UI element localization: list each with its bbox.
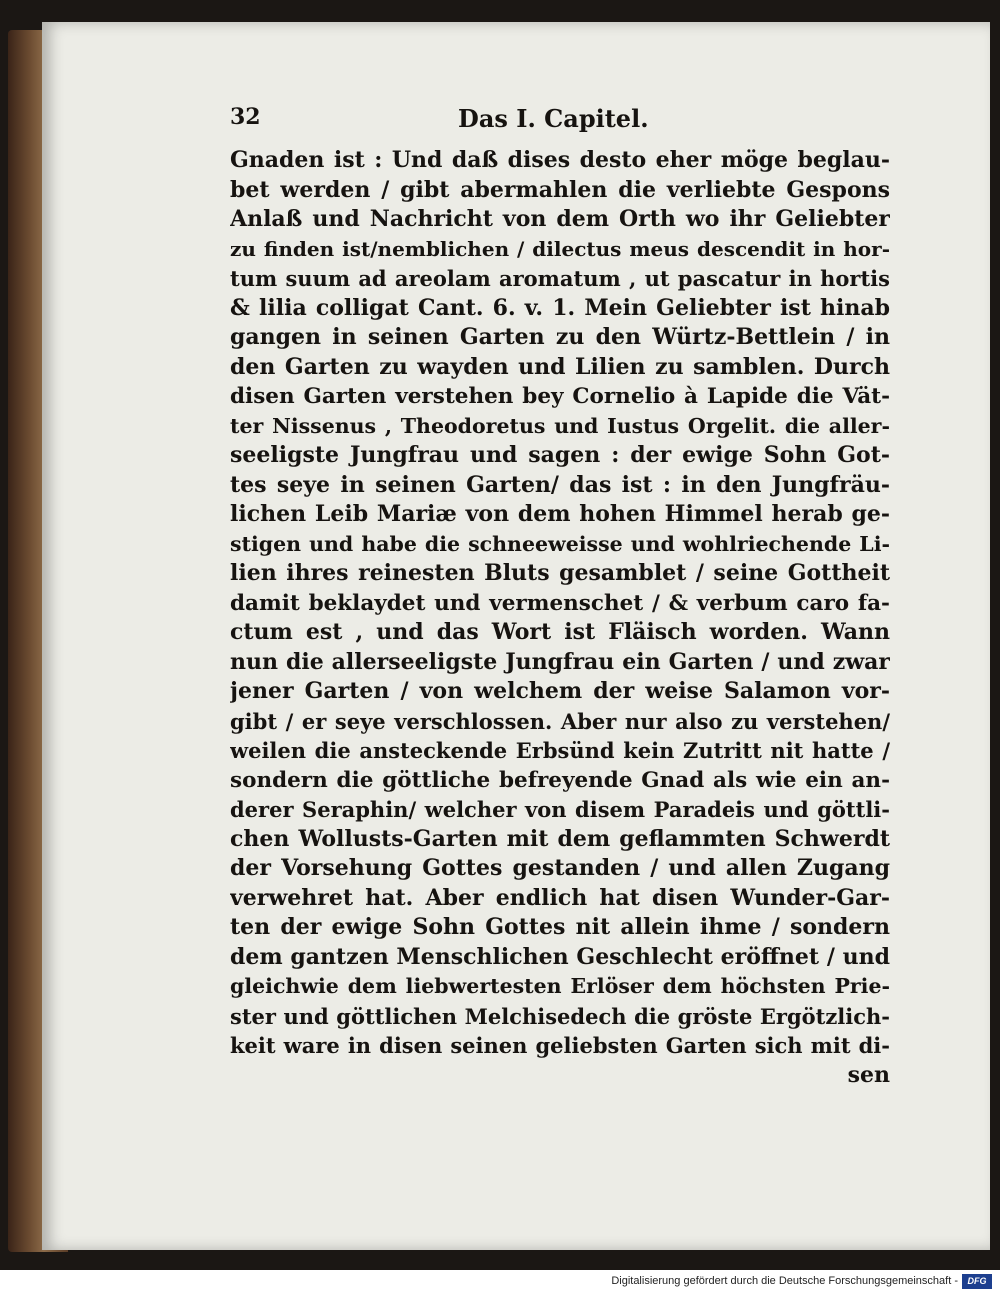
text-line: chen Wollusts-Garten mit dem geflammten Schwerdt (230, 825, 890, 852)
text-line: ctum est , und das Wort ist Fläisch worden. Wann (230, 619, 890, 645)
text-line: keit ware in disen seinen geliebsten Garten sich mit di- (230, 1033, 890, 1058)
text-line: stigen und habe die schneeweisse und wohlriechende Li- (230, 531, 890, 556)
text-line: ster und göttlichen Melchisedech die gröste Ergötzlich- (230, 1003, 890, 1029)
running-title: Das I. Capitel. (458, 104, 649, 133)
text-line: gibt / er seye verschlossen. Aber nur also zu verstehen/ (230, 708, 890, 734)
page-header (230, 104, 890, 140)
text-line: & lilia colligat Cant. 6. v. 1. Mein Geliebter ist hinab (230, 294, 890, 321)
text-line: dem gantzen Menschlichen Geschlecht eröffnet / und (230, 943, 890, 970)
text-line: gangen in seinen Garten zu den Würtz-Bettlein / in (230, 324, 890, 350)
text-line: sen (847, 1061, 890, 1088)
text-line: zu finden ist/nemblichen / dilectus meus descendit in hor- (230, 236, 890, 261)
text-line: Gnaden ist : Und daß dises desto eher möge beglau- (230, 147, 890, 173)
dfg-logo-icon: DFG (962, 1274, 992, 1289)
text-line: sondern die göttliche befreyende Gnad als wie ein an- (230, 767, 890, 793)
text-line: bet werden / gibt abermahlen die verliebte Gespons (230, 176, 890, 203)
text-line: seeligste Jungfrau und sagen : der ewige Sohn Got- (230, 442, 890, 468)
text-line: ter Nissenus , Theodoretus und Iustus Orgelit. die aller- (230, 413, 890, 438)
text-line: disen Garten verstehen bey Cornelio à Lapide die Vät- (230, 384, 890, 409)
text-line: lien ihres reinesten Bluts gesamblet / seine Gottheit (230, 560, 890, 586)
text-line: lichen Leib Mariæ von dem hohen Himmel herab ge- (230, 501, 890, 527)
text-line: nun die allerseeligste Jungfrau ein Garten / und zwar (230, 648, 890, 675)
page-number: 32 (230, 104, 261, 130)
text-line: den Garten zu wayden und Lilien zu samblen. Durch (230, 353, 890, 380)
text-line: Anlaß und Nachricht von dem Orth wo ihr Geliebter (230, 206, 890, 232)
text-line: weilen die ansteckende Erbsünd kein Zutritt nit hatte / (230, 738, 890, 763)
text-line: gleichwie dem liebwertesten Erlöser dem höchsten Prie- (230, 974, 890, 998)
text-line: tes seye in seinen Garten/ das ist : in den Jungfräu- (230, 471, 890, 498)
text-line: verwehret hat. Aber endlich hat disen Wunder-Gar- (230, 884, 890, 911)
footer-bar (0, 1270, 1000, 1294)
text-line: jener Garten / von welchem der weise Salamon vor- (230, 678, 890, 704)
text-line: ten der ewige Sohn Gottes nit allein ihme / sondern (230, 914, 890, 940)
text-line: der Vorsehung Gottes gestanden / und allen Zugang (230, 855, 890, 881)
text-line: derer Seraphin/ welcher von disem Paradeis und göttli- (230, 797, 890, 822)
text-line: tum suum ad areolam aromatum , ut pascatur in hortis (230, 266, 890, 291)
body-text (230, 146, 890, 1090)
text-line: damit beklaydet und vermenschet / & verbum caro fa- (230, 590, 890, 616)
funding-credit: Digitalisierung gefördert durch die Deutsche Forschungsgemeinschaft - (611, 1275, 958, 1287)
